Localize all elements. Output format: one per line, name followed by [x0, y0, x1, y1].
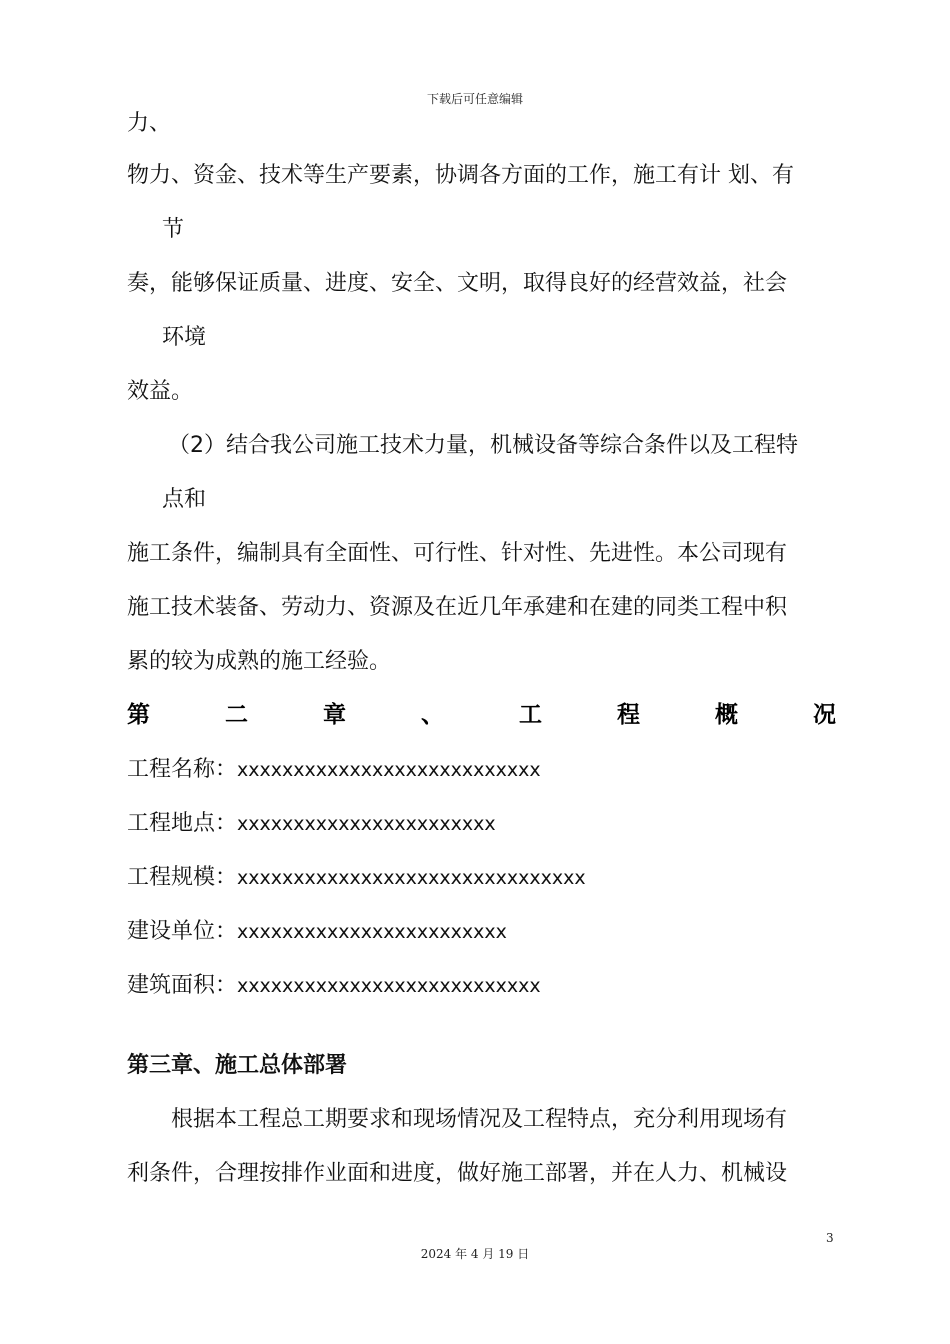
field-label: 工程名称： [127, 757, 238, 782]
field-value: xxxxxxxxxxxxxxxxxxxxxxxx [237, 921, 507, 943]
chapter-3-line-1: 根据本工程总工期要求和现场情况及工程特点，充分利用现场有 [171, 1107, 788, 1132]
body-line-4 [127, 270, 836, 298]
footer-date: 2024 年 4 月 19 日 [420, 1247, 530, 1261]
body-line-5: 环境 [162, 325, 207, 350]
chapter-3-title: 第三章、施工总体部署 [127, 1053, 348, 1078]
chapter-2-title-char: 二 [225, 702, 248, 728]
chapter-2-title-char: 第 [127, 702, 150, 728]
field-label: 建筑面积： [127, 973, 238, 998]
chapter-2-title-char: 章 [323, 702, 346, 728]
chapter-2-title-char: 况 [813, 702, 836, 728]
body-line-6: 效益。 [127, 379, 194, 404]
field-label: 工程规模： [127, 865, 238, 890]
chapter-2-title [127, 700, 836, 730]
chapter-2-title-char: 概 [715, 702, 738, 728]
project-field-owner [127, 918, 507, 946]
body-line-10-text: 施工技术装备、劳动力、资源及在近几年承建和在建的同类工程中积 [127, 595, 788, 620]
body-line-4-text: 奏，能够保证质量、进度、安全、文明，取得良好的经营效益，社会 [127, 271, 788, 296]
field-value: xxxxxxxxxxxxxxxxxxxxxxxxxxxxxxx [237, 867, 586, 889]
page-header: 下载后可任意编辑 [426, 92, 523, 106]
body-line-2 [127, 162, 836, 190]
project-field-location [127, 810, 496, 838]
body-line-7: （2）结合我公司施工技术力量，机械设备等综合条件以及工程特 [168, 433, 798, 458]
field-value: xxxxxxxxxxxxxxxxxxxxxxxxxxx [237, 759, 541, 781]
chapter-3-line-2-text: 利条件，合理按排作业面和进度，做好施工部署，并在人力、机械设 [127, 1161, 788, 1186]
body-line-9 [127, 540, 836, 568]
field-value: xxxxxxxxxxxxxxxxxxxxxxx [237, 813, 496, 835]
chapter-2-title-char: 工 [519, 702, 542, 728]
chapter-3-line-2 [127, 1160, 836, 1188]
body-line-3: 节 [162, 217, 185, 242]
project-field-scale [127, 864, 586, 892]
body-line-1: 力、 [127, 111, 172, 136]
body-line-8: 点和 [162, 487, 207, 512]
chapter-2-title-char: 程 [617, 702, 640, 728]
body-line-11: 累的较为成熟的施工经验。 [127, 649, 392, 674]
body-line-2-text: 物力、资金、技术等生产要素，协调各方面的工作，施工有计 划、有 [127, 163, 794, 188]
field-label: 工程地点： [127, 811, 238, 836]
project-field-area [127, 972, 541, 1000]
chapter-2-title-char: 、 [421, 702, 444, 728]
field-label: 建设单位： [127, 919, 238, 944]
project-field-name [127, 756, 541, 784]
body-line-10 [127, 594, 836, 622]
body-line-9-text: 施工条件，编制具有全面性、可行性、针对性、先进性。本公司现有 [127, 541, 788, 566]
field-value: xxxxxxxxxxxxxxxxxxxxxxxxxxx [237, 975, 541, 997]
page-number: 3 [826, 1231, 834, 1245]
